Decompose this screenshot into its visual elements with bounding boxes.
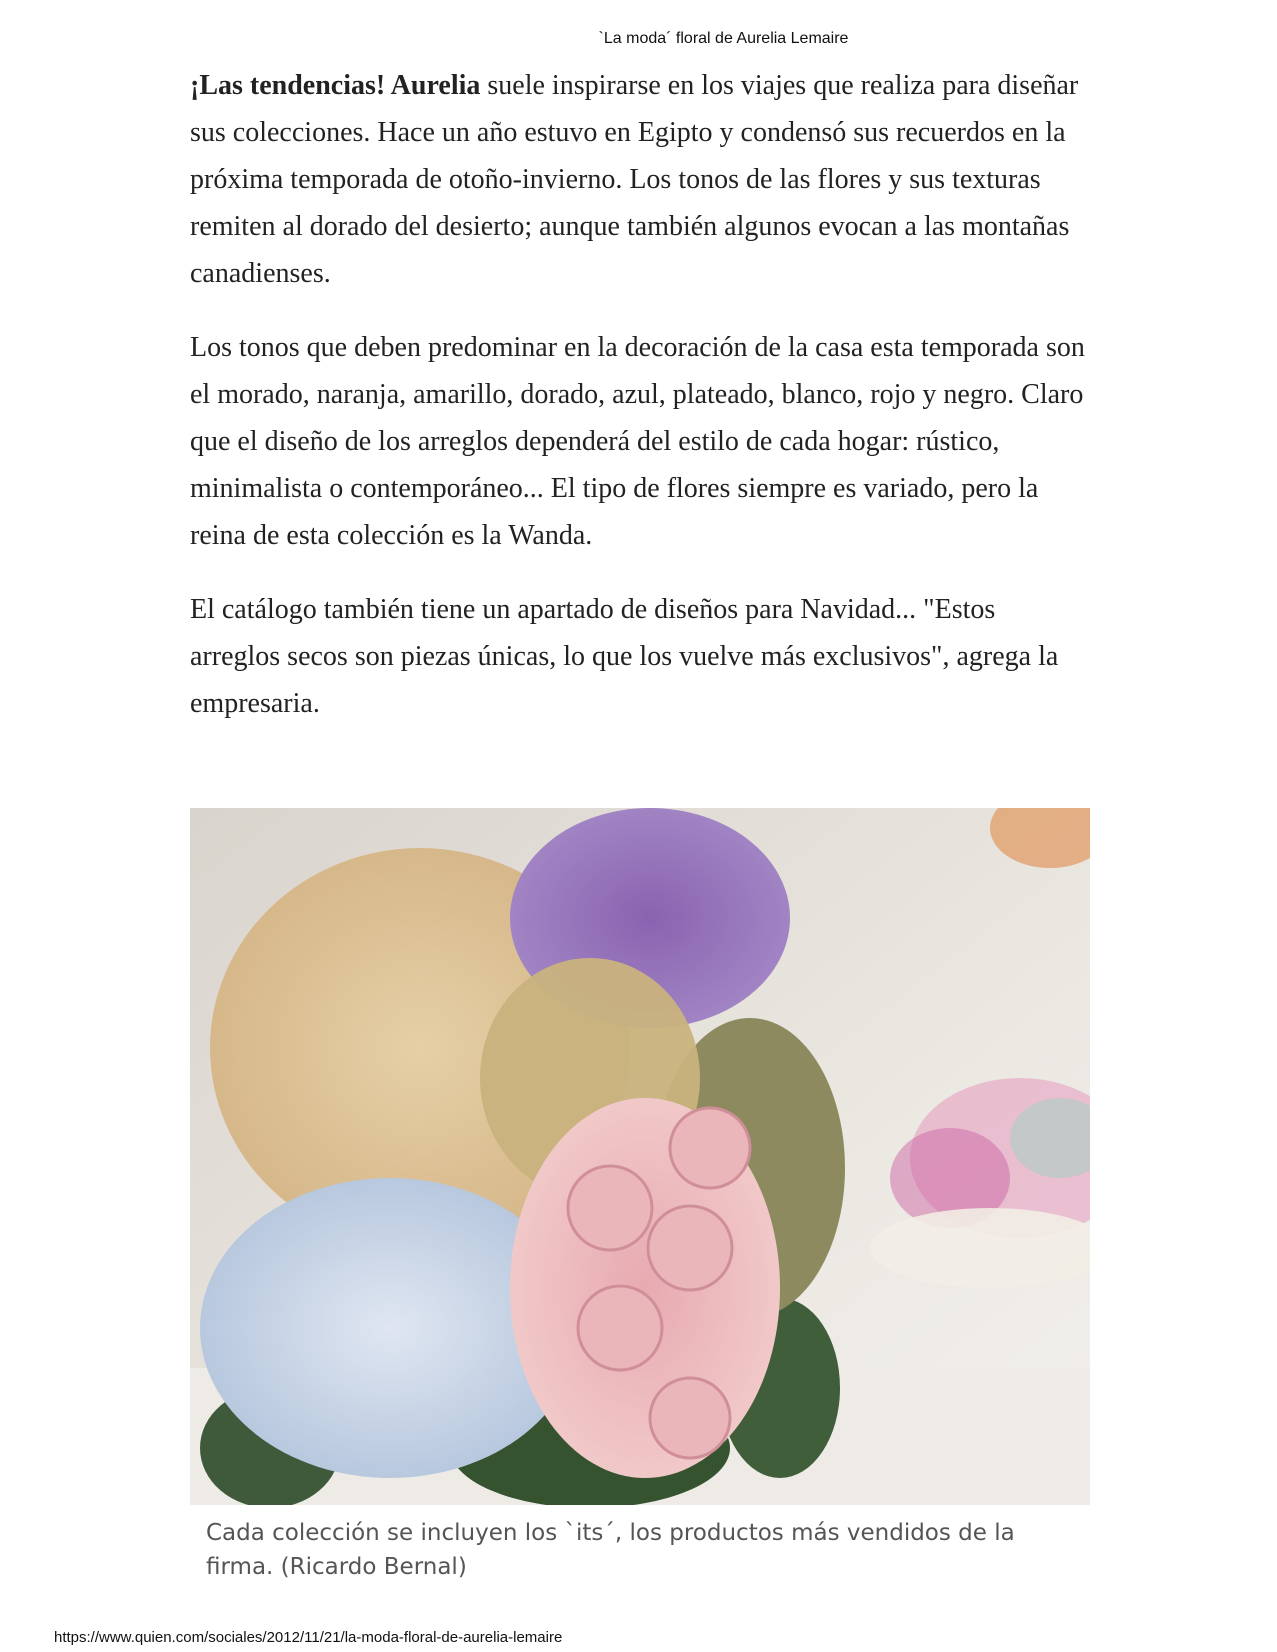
paragraph-1-text: suele inspirarse en los viajes que realiza para diseñar sus colecciones. Hace un año estuvo en Egipto y condensó sus recuerdos en la próxima temporada de otoño-invierno. Los tonos de las flores y sus texturas remiten al dorado del desierto; aunque también algunos evocan a las montañas canadienses. (190, 70, 1079, 289)
lead-in-bold: ¡Las tendencias! Aurelia (190, 70, 481, 101)
page-header-title: `La moda´ floral de Aurelia Lemaire (598, 30, 849, 47)
article-paragraph-3: El catálogo también tiene un apartado de diseños para Navidad... "Estos arreglos secos son piezas únicas, lo que los vuelve más exclusivos", agrega la empresaria. (190, 594, 1059, 719)
flower-arrangement-photo (190, 808, 1090, 1505)
page-footer-url: https://www.quien.com/sociales/2012/11/21/la-moda-floral-de-aurelia-lemaire (54, 1629, 563, 1646)
article-paragraph-2: Los tonos que deben predominar en la decoración de la casa esta temporada son el morado, naranja, amarillo, dorado, azul, plateado, blanco, rojo y negro. Claro que el diseño de los arreglos dependerá del estilo de cada hogar: rústico, minimalista o contemporáneo... El tipo de flores siempre es variado, pero la reina de esta colección es la Wanda. (190, 332, 1085, 551)
article-body (190, 62, 1090, 754)
photo-caption: Cada colección se incluyen los `its´, los productos más vendidos de la firma. (Ricardo Bernal) (206, 1520, 1015, 1580)
article-paragraph-1 (190, 62, 1090, 297)
